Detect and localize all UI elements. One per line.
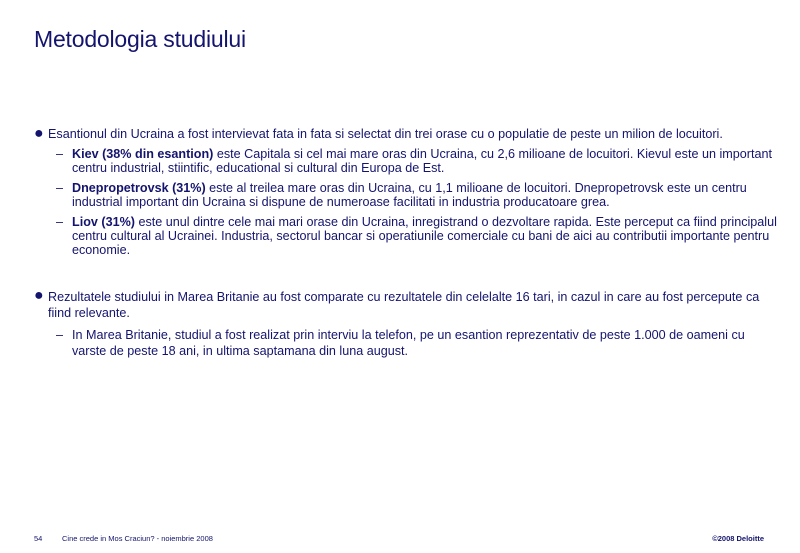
sub-bullet-item — [56, 215, 780, 257]
dash-icon: – — [56, 215, 64, 229]
sub-bullet-item — [56, 327, 780, 359]
sub-bullet-item — [56, 181, 780, 209]
sub-bullet-text — [72, 215, 780, 257]
sub-bullet-text: In Marea Britanie, studiul a fost realizat prin interviu la telefon, pe un esantion reprezentativ de peste 1.000 de oameni cu varste de peste 18 ani, in ultima saptamana din luna august. — [72, 328, 745, 358]
sub-bullet-text — [72, 181, 780, 209]
bullet-text: Esantionul din Ucraina a fost intervievat fata in fata si selectat din trei orase cu o populatie de peste un milion de locuitori. — [48, 127, 723, 141]
page-title: Metodologia studiului — [34, 26, 246, 52]
slide-content — [34, 127, 780, 359]
city-label: Dnepropetrovsk (31%) — [72, 181, 206, 195]
footer-page-number: 54 — [34, 534, 43, 543]
footer-caption: Cine crede in Mos Craciun? - noiembrie 2008 — [62, 534, 213, 543]
bullet-text: Rezultatele studiului in Marea Britanie au fost comparate cu rezultatele din celelalte 16 tari, in cazul in care au fost percepute ca fiind relevante. — [48, 290, 760, 320]
bullet-item — [34, 127, 780, 141]
city-label: Liov (31%) — [72, 215, 135, 229]
bullet-dot-icon: ● — [34, 287, 44, 304]
city-description: este al treilea mare oras din Ucraina, cu 1,1 milioane de locuitori. Dnepropetrovsk este un centru industrial important din Ucraina si dispune de numeroase facilitati in industria producatoare grea. — [72, 181, 747, 209]
footer-copyright: ©2008 Deloitte — [712, 534, 764, 543]
city-label: Kiev (38% din esantion) — [72, 147, 214, 161]
city-description: este Capitala si cel mai mare oras din Ucraina, cu 2,6 milioane de locuitori. Kievul este un important centru industrial, stiintific, educational si cultural din Europa de Est. — [72, 147, 772, 175]
dash-icon: – — [56, 181, 64, 195]
bullet-dot-icon: ● — [34, 125, 44, 142]
sub-bullet-text — [72, 147, 780, 175]
bullet-item — [34, 289, 780, 321]
dash-icon: – — [56, 147, 64, 161]
dash-icon: – — [56, 328, 64, 342]
sub-bullet-item — [56, 147, 780, 175]
city-description: este unul dintre cele mai mari orase din Ucraina, inregistrand o dezvoltare rapida. Este perceput ca fiind principalul centru cultural al Ucrainei. Industria, sectorul bancar si operatiunile comerciale cu bani de aici au contributii importante pentru economie. — [72, 215, 777, 257]
